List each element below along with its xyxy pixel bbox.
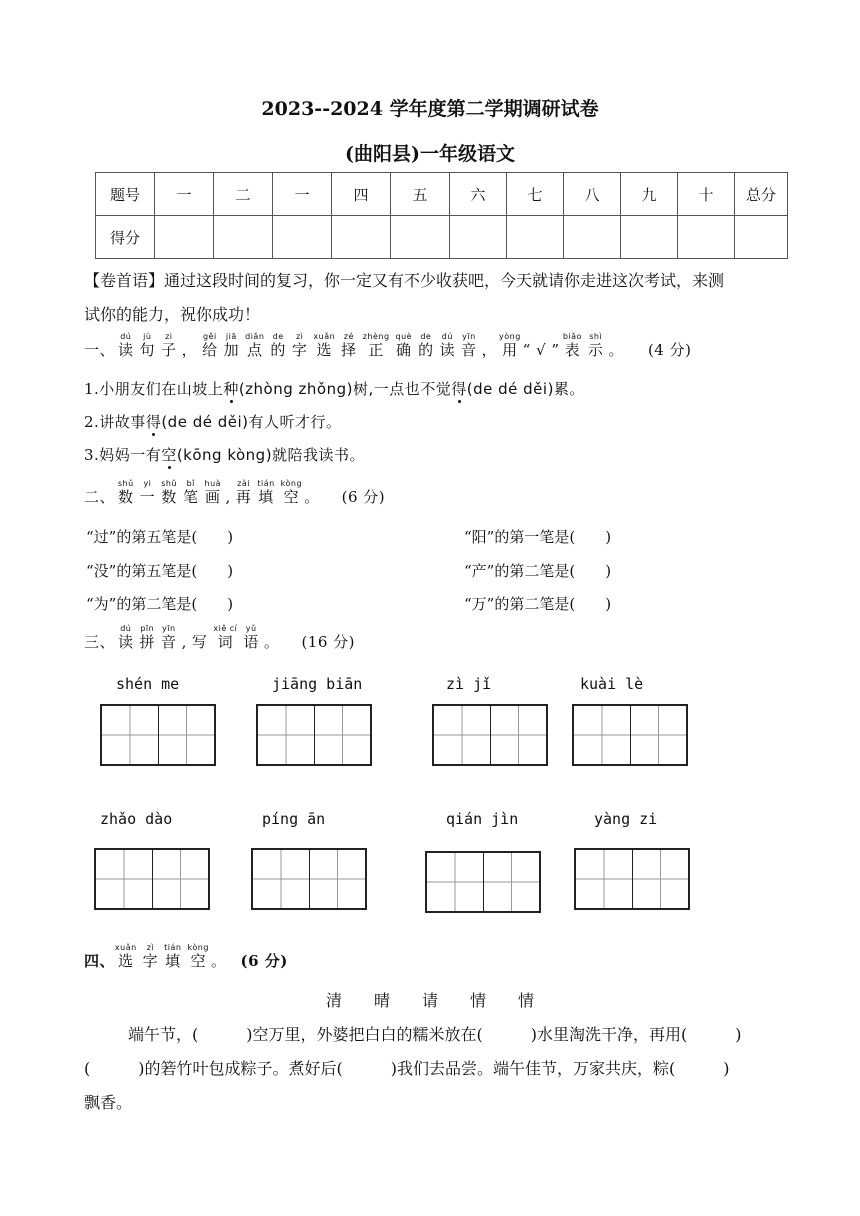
punctuation: 。	[263, 633, 280, 651]
pinyin-label: kuài lè	[580, 675, 644, 693]
score-table-score-row	[96, 216, 788, 259]
ruby-char	[245, 332, 265, 359]
score-cell[interactable]	[735, 216, 788, 259]
ruby-base: 词	[213, 633, 238, 651]
ruby-base: 一	[139, 488, 156, 506]
q2-right-1[interactable]: “阳”的第一笔是( )	[464, 528, 612, 546]
ruby-char	[395, 332, 413, 359]
ruby-char	[257, 479, 275, 506]
score-header-cell: 四	[332, 173, 391, 216]
ruby-pinyin: dú	[118, 332, 134, 341]
punctuation: 。	[210, 952, 227, 970]
ruby-char	[461, 332, 477, 359]
q1-score: (4 分)	[647, 341, 692, 359]
ruby-base: 选	[114, 952, 137, 970]
q1-item-text: 1.小朋友们在山坡上	[84, 380, 224, 398]
ruby-pinyin: kòng	[187, 943, 209, 952]
preface-line-2: 试你的能力，祝你成功！	[84, 305, 261, 324]
ruby-pinyin: biǎo	[562, 332, 582, 341]
ruby-pinyin: yīn	[461, 332, 477, 341]
q1-item-options[interactable]: (kōng kòng)就陪我读书。	[176, 446, 366, 464]
ruby-pinyin: jù	[139, 332, 156, 341]
punctuation: 。	[608, 341, 624, 359]
score-cell[interactable]	[214, 216, 273, 259]
ruby-base: 写	[191, 633, 208, 651]
punctuation: 。	[304, 488, 320, 506]
ruby-base: 句	[139, 341, 156, 359]
writing-grid[interactable]	[574, 848, 690, 910]
ruby-char	[418, 332, 434, 359]
punctuation: ，	[481, 341, 498, 359]
score-header-cell: 九	[621, 173, 678, 216]
q2-left-3[interactable]: “为”的第二笔是( )	[86, 595, 234, 613]
score-table-header-row	[96, 173, 788, 216]
writing-grid[interactable]	[572, 704, 688, 766]
writing-grid[interactable]	[251, 848, 367, 910]
score-header-cell: 总分	[735, 173, 788, 216]
q1-instruction	[115, 332, 626, 359]
dotted-char: 空	[161, 446, 177, 464]
ruby-base: 点	[245, 341, 265, 359]
ruby-base: 读	[118, 341, 134, 359]
exam-subtitle: (曲阳县)一年级语文	[345, 143, 515, 165]
ruby-char	[139, 332, 156, 359]
writing-grid[interactable]	[256, 704, 372, 766]
ruby-base: 字	[291, 341, 308, 359]
ruby-pinyin: kòng	[280, 479, 303, 488]
exam-title: 2023--2024 学年度第二学期调研试卷	[261, 98, 599, 120]
q4-instruction	[114, 943, 228, 970]
ruby-base: 空	[280, 488, 303, 506]
pinyin-label: zhǎo dào	[100, 810, 173, 828]
ruby-base: 拼	[139, 633, 156, 651]
score-cell[interactable]	[332, 216, 391, 259]
score-header-cell: 六	[450, 173, 507, 216]
ruby-base: 选	[313, 341, 336, 359]
writing-grid[interactable]	[432, 704, 548, 766]
pinyin-label: qián jìn	[446, 810, 519, 828]
ruby-base: 笔	[182, 488, 199, 506]
ruby-char	[280, 479, 303, 506]
ruby-pinyin: diǎn	[245, 332, 265, 341]
ruby-base: 画	[204, 488, 222, 506]
ruby-pinyin: zi	[161, 332, 177, 341]
preface-line-1: 【卷首语】通过这段时间的复习，你一定又有不少收获吧，今天就请你走进这次考试，来测	[84, 271, 725, 290]
ruby-pinyin: zài	[235, 479, 252, 488]
ruby-char	[139, 624, 156, 651]
punctuation: “ √ ”	[522, 341, 560, 359]
q2-left-1[interactable]: “过”的第五笔是( )	[86, 528, 234, 546]
ruby-pinyin: jiā	[223, 332, 240, 341]
ruby-char	[562, 332, 582, 359]
q1-item-text: 3.妈妈一有	[84, 446, 162, 464]
ruby-pinyin: yǔ	[243, 624, 259, 633]
q4-paragraph-line-1[interactable]: 端午节，( )空万里，外婆把白白的糯米放在( )水里淘洗干净，再用( )	[128, 1025, 742, 1044]
ruby-char	[142, 943, 159, 970]
ruby-char	[118, 332, 134, 359]
ruby-pinyin: tián	[164, 943, 182, 952]
ruby-char	[161, 624, 177, 651]
pinyin-label: píng ān	[262, 810, 326, 828]
score-row-label: 得分	[96, 216, 155, 259]
ruby-pinyin: shì	[587, 332, 604, 341]
q3-instruction	[115, 624, 281, 651]
q1-prefix: 一、	[84, 341, 116, 359]
ruby-pinyin: xuǎn	[114, 943, 137, 952]
ruby-pinyin: yīn	[161, 624, 177, 633]
q1-item-options[interactable]: (zhòng zhǒng)树,一点也不觉	[238, 380, 452, 398]
ruby-pinyin: zé	[341, 332, 357, 341]
ruby-base: 读	[118, 633, 134, 651]
ruby-char	[161, 479, 177, 506]
ruby-pinyin: gěi	[202, 332, 218, 341]
q1-item-1	[84, 378, 585, 399]
ruby-char	[439, 332, 456, 359]
ruby-pinyin: zì	[142, 943, 159, 952]
score-header-cell: 七	[507, 173, 564, 216]
ruby-base: 音	[461, 341, 477, 359]
ruby-base: 空	[187, 952, 209, 970]
q2-instruction	[115, 479, 322, 506]
q4-paragraph-line-3: 飘香。	[84, 1093, 133, 1112]
score-cell[interactable]	[155, 216, 214, 259]
q2-left-2[interactable]: “没”的第五笔是( )	[86, 562, 234, 580]
q4-heading	[84, 943, 288, 971]
dotted-char: 种	[223, 380, 239, 398]
punctuation: ，	[181, 341, 198, 359]
q1-item-options[interactable]: (de dé děi)有人听才行。	[161, 413, 342, 431]
score-header-cell: 二	[214, 173, 273, 216]
q2-score: (6 分)	[341, 488, 386, 506]
ruby-base: 择	[341, 341, 357, 359]
ruby-base: 用	[499, 341, 521, 359]
score-table	[95, 172, 788, 259]
ruby-pinyin: de	[270, 332, 286, 341]
score-cell[interactable]	[450, 216, 507, 259]
q3-prefix: 三、	[84, 633, 116, 651]
ruby-char	[161, 332, 177, 359]
ruby-base: 填	[257, 488, 275, 506]
ruby-pinyin: zì	[291, 332, 308, 341]
pinyin-label: shén me	[116, 675, 180, 693]
ruby-base: 字	[142, 952, 159, 970]
ruby-pinyin: shǔ	[161, 479, 177, 488]
ruby-pinyin: tián	[257, 479, 275, 488]
ruby-base: 语	[243, 633, 259, 651]
ruby-pinyin: huà	[204, 479, 222, 488]
ruby-base: 的	[270, 341, 286, 359]
ruby-pinyin: shǔ	[117, 479, 134, 488]
punctuation: ,	[225, 488, 231, 506]
ruby-char	[223, 332, 240, 359]
ruby-pinyin: pīn	[139, 624, 156, 633]
ruby-base: 音	[161, 633, 177, 651]
q4-prefix: 四、	[84, 952, 116, 970]
ruby-char	[182, 479, 199, 506]
q1-item-text: 2.讲故事	[84, 413, 146, 431]
q4-paragraph-line-2[interactable]: ( )的箬竹叶包成粽子。煮好后( )我们去品尝。端午佳节，万家共庆，粽( )	[84, 1059, 730, 1078]
ruby-char	[270, 332, 286, 359]
ruby-char	[235, 479, 252, 506]
ruby-char	[118, 624, 134, 651]
ruby-pinyin: bǐ	[182, 479, 199, 488]
score-header-cell: 十	[678, 173, 735, 216]
pinyin-label: zì jǐ	[446, 675, 492, 693]
q2-prefix: 二、	[84, 488, 116, 506]
score-header-cell: 一	[155, 173, 214, 216]
score-cell[interactable]	[391, 216, 450, 259]
q1-heading	[84, 332, 692, 360]
q2-heading	[84, 479, 385, 507]
score-cell[interactable]	[678, 216, 735, 259]
q4-options: 清 晴 请 情 情	[325, 991, 534, 1010]
ruby-char	[117, 479, 134, 506]
q3-score: (16 分)	[301, 633, 355, 651]
ruby-pinyin: dú	[118, 624, 134, 633]
pinyin-label: yàng zi	[594, 810, 658, 828]
score-cell[interactable]	[621, 216, 678, 259]
ruby-char	[313, 332, 336, 359]
ruby-base: 加	[223, 341, 240, 359]
ruby-base: 正	[362, 341, 390, 359]
ruby-char	[204, 479, 222, 506]
ruby-char	[291, 332, 308, 359]
ruby-char	[499, 332, 521, 359]
q3-heading	[84, 624, 355, 652]
ruby-char	[192, 633, 208, 651]
ruby-pinyin: xuǎn	[313, 332, 336, 341]
ruby-base: 表	[562, 341, 582, 359]
q4-score: (6 分)	[240, 952, 288, 970]
ruby-pinyin: de	[418, 332, 434, 341]
ruby-char	[587, 332, 604, 359]
ruby-base: 子	[161, 341, 177, 359]
q2-right-2[interactable]: “产”的第二笔是( )	[464, 562, 612, 580]
score-header-cell: 八	[564, 173, 621, 216]
ruby-pinyin: xiě cí	[213, 624, 238, 633]
ruby-base: 确	[395, 341, 413, 359]
score-cell[interactable]	[507, 216, 564, 259]
score-header-cell: 一	[273, 173, 332, 216]
ruby-base: 数	[117, 488, 134, 506]
ruby-char	[164, 943, 182, 970]
writing-grid[interactable]	[425, 851, 541, 913]
ruby-pinyin: què	[395, 332, 413, 341]
ruby-pinyin: dú	[439, 332, 456, 341]
ruby-char	[202, 332, 218, 359]
ruby-base: 给	[202, 341, 218, 359]
ruby-char	[213, 624, 238, 651]
ruby-char	[341, 332, 357, 359]
q1-item-2	[84, 411, 342, 432]
ruby-char	[243, 624, 259, 651]
pinyin-label: jiāng biān	[272, 675, 363, 693]
q1-item-options[interactable]: (de dé děi)累。	[466, 380, 585, 398]
ruby-char	[139, 479, 156, 506]
punctuation: ,	[181, 633, 187, 651]
q2-right-3[interactable]: “万”的第二笔是( )	[464, 595, 612, 613]
ruby-char	[114, 943, 137, 970]
q1-item-3	[84, 444, 365, 465]
score-header-cell: 五	[391, 173, 450, 216]
score-cell[interactable]	[564, 216, 621, 259]
dotted-char: 得	[451, 380, 467, 398]
writing-grid[interactable]	[100, 704, 216, 766]
score-header-cell: 题号	[96, 173, 155, 216]
ruby-pinyin: zhèng	[362, 332, 390, 341]
ruby-pinyin: yòng	[499, 332, 521, 341]
ruby-base: 数	[161, 488, 177, 506]
dotted-char: 得	[145, 413, 162, 431]
ruby-base: 的	[418, 341, 434, 359]
ruby-base: 示	[587, 341, 604, 359]
score-cell[interactable]	[273, 216, 332, 259]
writing-grid[interactable]	[94, 848, 210, 910]
ruby-base: 填	[164, 952, 182, 970]
ruby-base: 读	[439, 341, 456, 359]
ruby-char	[187, 943, 209, 970]
ruby-pinyin: yi	[139, 479, 156, 488]
ruby-char	[362, 332, 390, 359]
ruby-base: 再	[235, 488, 252, 506]
